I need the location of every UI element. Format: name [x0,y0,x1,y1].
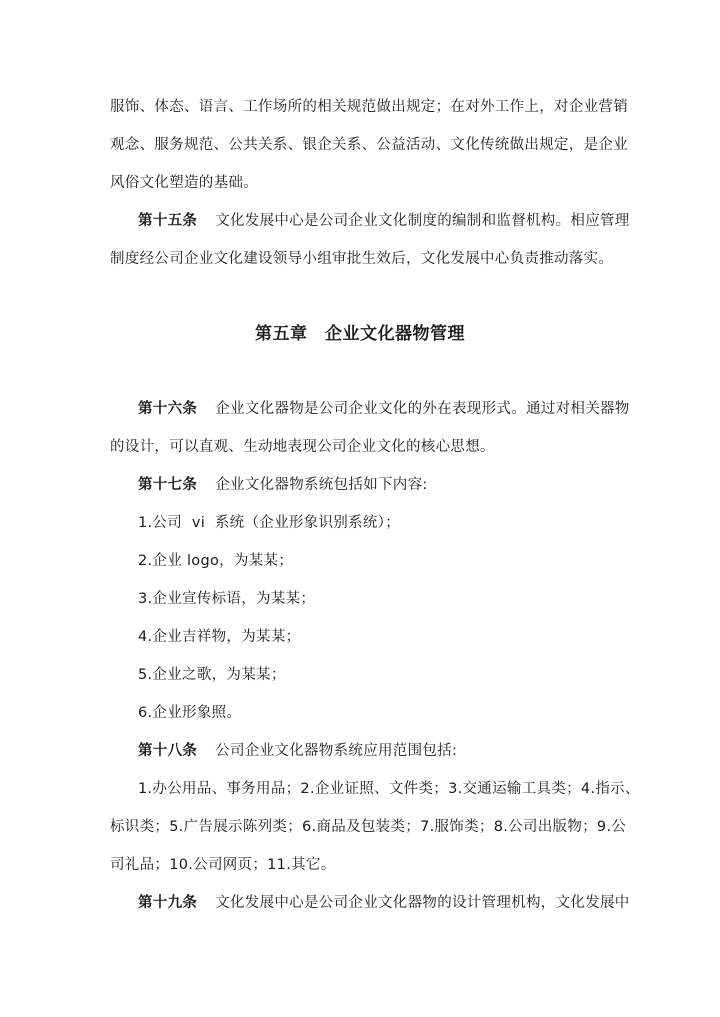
paragraph-line: 1.办公用品、事务用品；2.企业证照、文件类；3.交通运输工具类；4.指示、 [138,781,640,797]
article-text: 文化发展中心是公司企业文化制度的编制和监督机构。相应管理 [215,213,630,229]
article-text: 企业文化器物系统包括如下内容: [215,477,428,493]
article-label: 第十九条 [138,895,198,911]
article-text: 公司企业文化器物系统应用范围包括: [215,743,458,759]
paragraph-line: 服饰、体态、语言、工作场所的相关规范做出规定；在对外工作上，对企业营销 [110,99,628,115]
article-label: 第十八条 [138,743,198,759]
article-19 [138,893,630,913]
list-item: 5.企业之歌，为某某； [138,667,286,683]
article-label: 第十六条 [138,401,198,417]
chapter-title: 第五章 企业文化器物管理 [255,324,465,344]
article-text: 文化发展中心是公司企业文化器物的设计管理机构，文化发展中 [215,895,630,911]
paragraph-line: 观念、服务规范、公共关系、银企关系、公益活动、文化传统做出规定，是企业 [110,137,628,153]
article-16 [138,399,630,419]
article-15 [138,211,630,231]
article-17 [138,475,615,495]
paragraph-line: 风俗文化塑造的基础。 [110,175,258,191]
paragraph-line: 司礼品；10.公司网页；11.其它。 [110,857,336,873]
list-item: 2.企业 logo，为某某； [138,553,294,569]
list-item: 1.公司 vi 系统（企业形象识别系统）； [138,515,401,531]
paragraph-line: 标识类；5.广告展示陈列类；6.商品及包装类；7.服饰类；8.公司出版物；9.公 [110,819,627,835]
paragraph-line: 的设计，可以直观、生动地表现公司企业文化的核心思想。 [110,439,495,455]
list-item: 3.企业宣传标语，为某某； [138,591,316,607]
article-text: 企业文化器物是公司企业文化的外在表现形式。通过对相关器物 [215,401,630,417]
list-item: 4.企业吉祥物，为某某； [138,629,301,645]
list-item: 6.企业形象照。 [138,705,242,721]
article-label: 第十五条 [138,213,198,229]
paragraph-line: 制度经公司企业文化建设领导小组审批生效后，文化发展中心负责推动落实。 [110,251,614,267]
article-label: 第十七条 [138,477,198,493]
article-18 [138,741,615,761]
